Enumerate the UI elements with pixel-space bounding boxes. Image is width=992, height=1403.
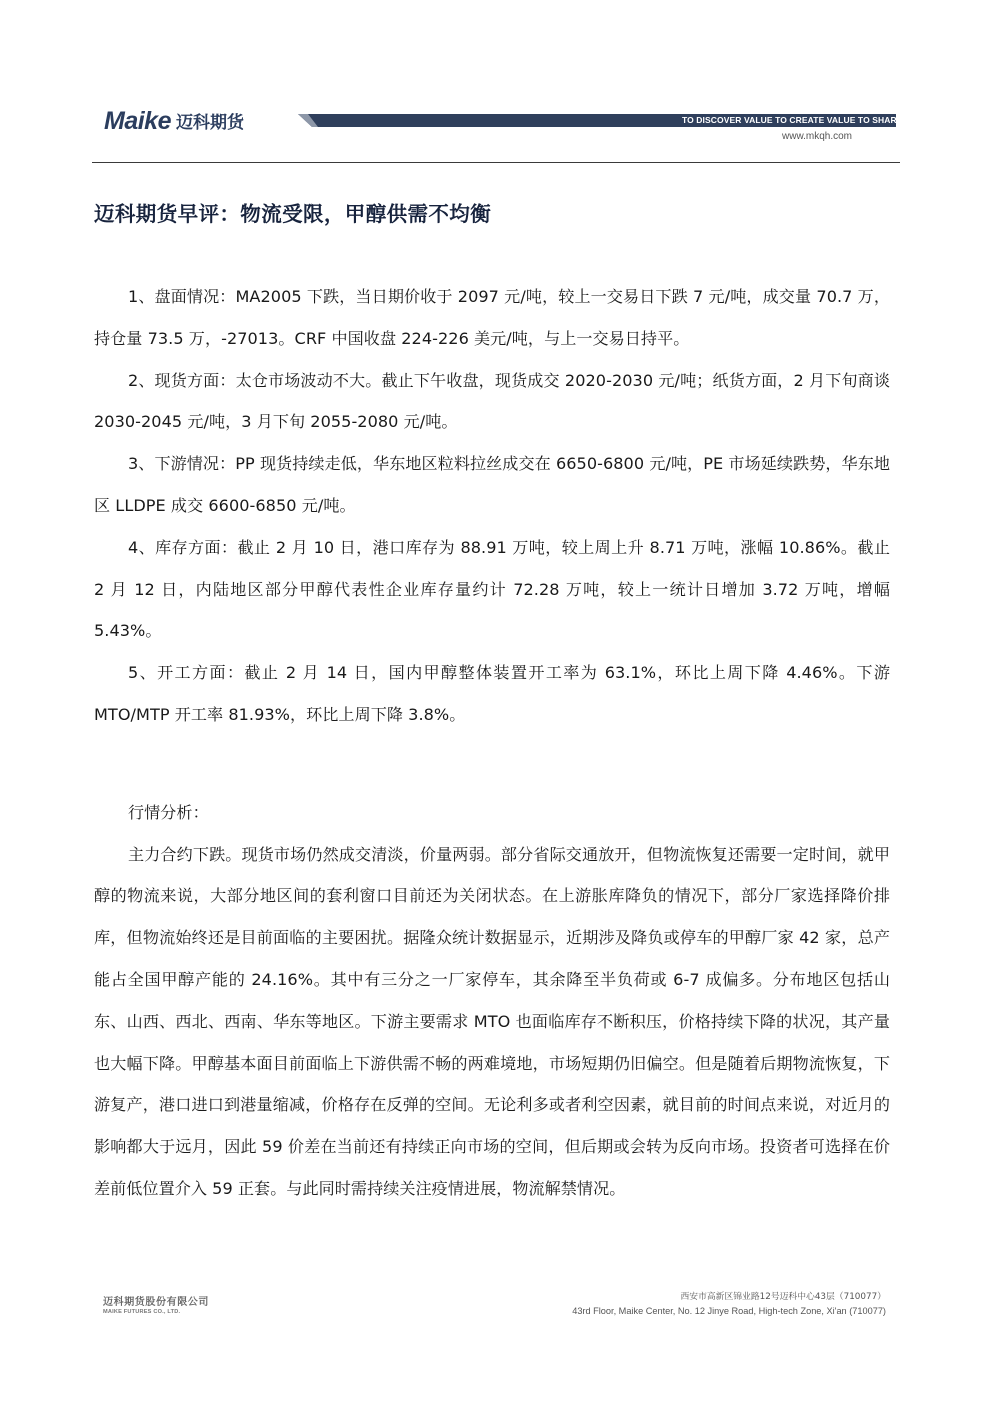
report-body xyxy=(94,276,890,1210)
website-url[interactable]: www.mkqh.com xyxy=(782,131,853,142)
footer-company-cn: 迈科期货股份有限公司 xyxy=(103,1297,209,1308)
footer-address xyxy=(572,1290,886,1318)
page-header xyxy=(0,0,992,170)
header-divider xyxy=(92,162,900,163)
analysis-text: 主力合约下跌。现货市场仍然成交清淡，价量两弱。部分省际交通放开，但物流恢复还需要一定时间，就甲醇的物流来说，大部分地区间的套利窗口目前还为关闭状态。在上游胀库降负的情况下，部分厂家选择降价排库，但物流始终还是目前面临的主要困扰。据隆众统计数据显示，近期涉及降负或停车的甲醇厂家 42 家，总产能占全国甲醇产能的 24.16%。其中有三分之一厂家停车，其余降至半负荷或 6-7 成偏多。分布地区包括山东、山西、西北、西南、华东等地区。下游主要需求 MTO 也面临库存不断积压，价格持续下降的状况，其产量也大幅下降。甲醇基本面目前面临上下游供需不畅的两难境地，市场短期仍旧偏空。但是随着后期物流恢复，下游复产，港口进口到港量缩减，价格存在反弹的空间。无论利多或者利空因素，就目前的时间点来说，对近月的影响都大于远月，因此 59 价差在当前还有持续正向市场的空间，但后期或会转为反向市场。投资者可选择在价差前低位置介入 59 正套。与此同时需持续关注疫情进展，物流解禁情况。 xyxy=(94,844,890,1198)
logo-wordmark: Maike xyxy=(104,107,171,135)
paragraph-market-overview: 1、盘面情况：MA2005 下跌，当日期价收于 2097 元/吨，较上一交易日下跌 7 元/吨，成交量 70.7 万，持仓量 73.5 万，-27013。CRF 中国收盘 224-226 美元/吨，与上一交易日持平。 xyxy=(94,287,890,348)
report-title: 迈科期货早评：物流受限，甲醇供需不均衡 xyxy=(94,202,492,226)
paragraph-spot: 2、现货方面：太仓市场波动不大。截止下午收盘，现货成交 2020-2030 元/吨；纸货方面，2 月下旬商谈 2030-2045 元/吨，3 月下旬 2055-2080 元/吨。 xyxy=(94,370,890,432)
paragraph-downstream: 3、下游情况：PP 现货持续走低，华东地区粒料拉丝成交在 6650-6800 元/吨，PE 市场延续跌势，华东地区 LLDPE 成交 6600-6850 元/吨。 xyxy=(94,454,890,515)
paragraph-inventory: 4、库存方面：截止 2 月 10 日，港口库存为 88.91 万吨，较上周上升 8.71 万吨，涨幅 10.86%。截止 2 月 12 日，内陆地区部分甲醇代表性企业库存量约计 72.28 万吨，较上一统计日增加 3.72 万吨，增幅 5.43%。 xyxy=(94,537,890,641)
logo-chinese-name: 迈科期货 xyxy=(175,113,244,133)
footer-company xyxy=(103,1293,209,1315)
footer-company-en: MAIKE FUTURES CO., LTD. xyxy=(103,1309,181,1315)
section-spacer xyxy=(94,736,890,792)
footer-address-cn: 西安市高新区锦业路12号迈科中心43层（710077） xyxy=(680,1292,886,1302)
company-logo xyxy=(104,104,244,134)
slogan-text: TO DISCOVER VALUE TO CREATE VALUE TO SHARE VALUE xyxy=(682,115,934,125)
footer-address-en: 43rd Floor, Maike Center, No. 12 Jinye Road, High-tech Zone, Xi'an (710077) xyxy=(572,1306,886,1316)
analysis-heading: 行情分析： xyxy=(128,802,209,822)
paragraph-operating-rate: 5、开工方面：截止 2 月 14 日，国内甲醇整体装置开工率为 63.1%，环比上周下降 4.46%。下游 MTO/MTP 开工率 81.93%，环比上周下降 3.8%。 xyxy=(94,663,890,724)
